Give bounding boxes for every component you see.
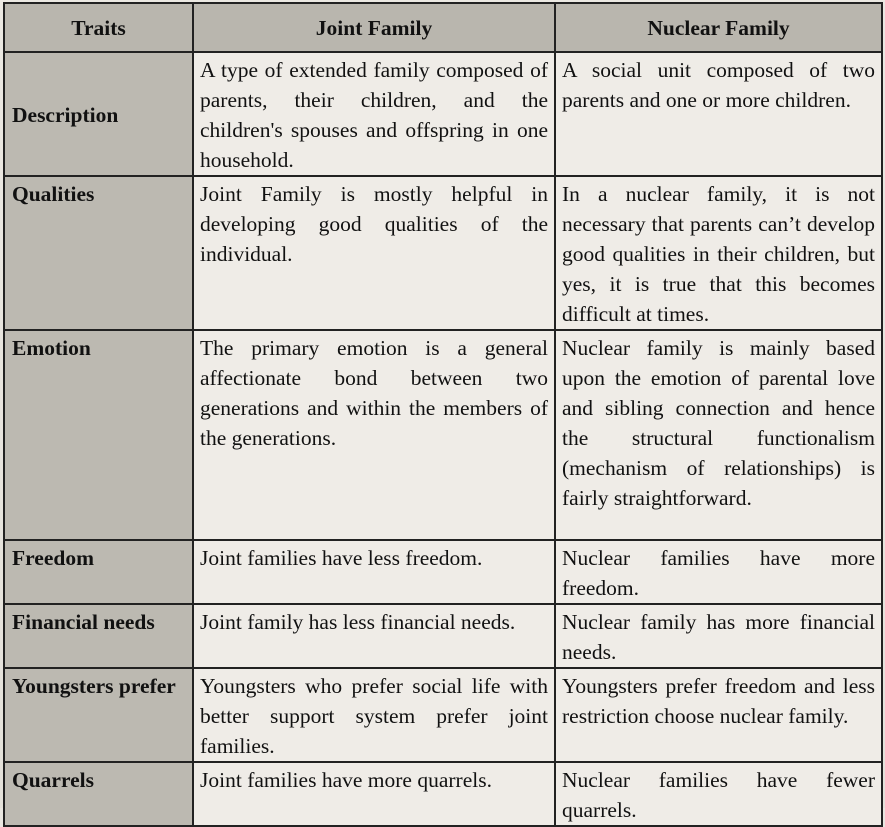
header-nuclear-family: Nuclear Family: [555, 3, 882, 52]
nuclear-cell: Nuclear family is mainly based upon the emotion of parental love and sibling connection and hence the structural functionalism (mechanism of relationships) is fairly straightforward.: [555, 330, 882, 540]
table-row: [4, 330, 882, 540]
trait-cell: Freedom: [4, 540, 193, 604]
nuclear-cell: In a nuclear family, it is not necessary that parents can’t develop good qualities in their children, but yes, it is true that this becomes difficult at times.: [555, 176, 882, 330]
joint-cell: The primary emotion is a general affectionate bond between two generations and within the members of the generations.: [193, 330, 555, 540]
table-row: [4, 176, 882, 330]
joint-cell: Joint families have more quarrels.: [193, 762, 555, 826]
table-row: [4, 604, 882, 668]
trait-cell: Qualities: [4, 176, 193, 330]
joint-cell: Joint Family is mostly helpful in developing good qualities of the individual.: [193, 176, 555, 330]
nuclear-cell: A social unit composed of two parents and one or more children.: [555, 52, 882, 176]
nuclear-cell: Nuclear families have fewer quarrels.: [555, 762, 882, 826]
comparison-table: [3, 2, 883, 827]
table-row: [4, 762, 882, 826]
joint-cell: Joint family has less financial needs.: [193, 604, 555, 668]
joint-cell: Youngsters who prefer social life with better support system prefer joint families.: [193, 668, 555, 762]
trait-cell: Emotion: [4, 330, 193, 540]
header-joint-family: Joint Family: [193, 3, 555, 52]
nuclear-cell: Nuclear family has more financial needs.: [555, 604, 882, 668]
table-row: [4, 540, 882, 604]
trait-cell: Description: [4, 52, 193, 176]
joint-cell: Joint families have less freedom.: [193, 540, 555, 604]
trait-cell: Youngsters prefer: [4, 668, 193, 762]
header-traits: Traits: [4, 3, 193, 52]
nuclear-cell: Youngsters prefer freedom and less restriction choose nuclear family.: [555, 668, 882, 762]
table-row: [4, 52, 882, 176]
table-row: [4, 668, 882, 762]
nuclear-cell: Nuclear families have more freedom.: [555, 540, 882, 604]
trait-cell: Quarrels: [4, 762, 193, 826]
joint-cell: A type of extended family composed of parents, their children, and the children's spouses and offspring in one household.: [193, 52, 555, 176]
trait-cell: Financial needs: [4, 604, 193, 668]
header-row: [4, 3, 882, 52]
